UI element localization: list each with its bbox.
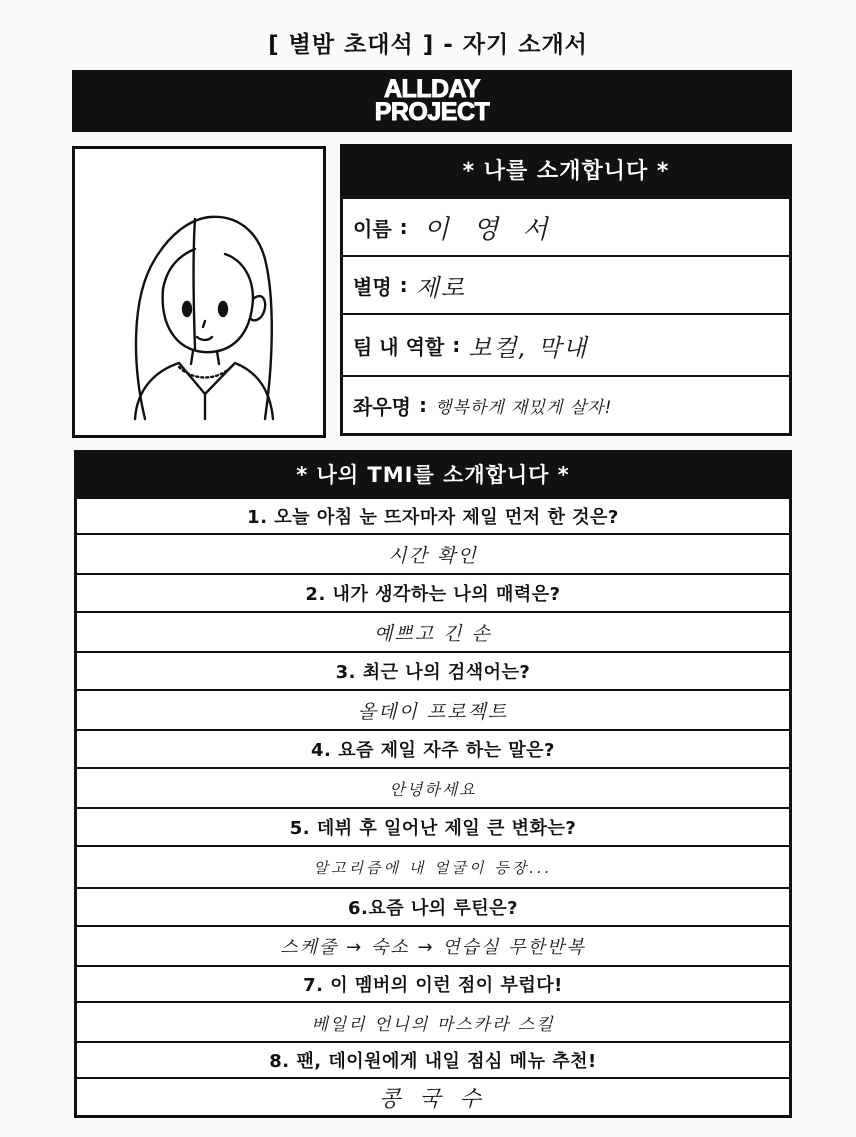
field-value-role: 보컬, 막내: [468, 333, 589, 362]
portrait-frame: [72, 146, 326, 438]
tmi-answer-6: 스케줄 → 숙소 → 연습실 무한반복: [77, 925, 789, 965]
tmi-question-3: 3. 최근 나의 검색어는?: [77, 651, 789, 689]
tmi-question-2: 2. 내가 생각하는 나의 매력은?: [77, 573, 789, 611]
tmi-answer-3: 올데이 프로젝트: [77, 689, 789, 729]
profile-row-motto: 좌우명 : 행복하게 재밌게 살자!: [343, 375, 789, 433]
profile-row-nickname: 별명 : 제로: [343, 255, 789, 313]
portrait-drawing-icon: [75, 149, 323, 435]
field-value-name: 이 영 서: [423, 214, 556, 245]
tmi-question-5: 5. 데뷔 후 일어난 제일 큰 변화는?: [77, 807, 789, 845]
profile-row-role: 팀 내 역할 : 보컬, 막내: [343, 313, 789, 375]
tmi-header: * 나의 TMI를 소개합니다 *: [77, 453, 789, 497]
field-label: 팀 내 역할: [353, 334, 445, 359]
brand-logo-line-1: ALLDAY: [383, 75, 481, 103]
brand-banner: [72, 70, 792, 132]
tmi-answer-8: 콩 국 수: [77, 1077, 789, 1115]
tmi-question-4: 4. 요즘 제일 자주 하는 말은?: [77, 729, 789, 767]
field-value-motto: 행복하게 재밌게 살자!: [434, 397, 613, 418]
tmi-card: [74, 450, 792, 1118]
brand-logo-line-2: PROJECT: [374, 98, 490, 126]
field-value-nickname: 제로: [415, 273, 467, 302]
tmi-answer-5: 알고리즘에 내 얼굴이 등장...: [77, 845, 789, 887]
tmi-question-6: 6.요즘 나의 루틴은?: [77, 887, 789, 925]
tmi-answer-7: 베일리 언니의 마스카라 스킬: [77, 1001, 789, 1041]
profile-card: [340, 144, 792, 436]
tmi-answer-4: 안녕하세요: [77, 767, 789, 807]
tmi-question-7: 7. 이 멤버의 이런 점이 부럽다!: [77, 965, 789, 1001]
field-label: 이름: [353, 216, 392, 241]
tmi-answer-1: 시간 확인: [77, 533, 789, 573]
field-label: 좌우명: [353, 394, 411, 419]
profile-row-name: 이름 : 이 영 서: [343, 197, 789, 255]
page-title: [ 별밤 초대석 ] - 자기 소개서: [268, 32, 588, 58]
tmi-answer-2: 예쁘고 긴 손: [77, 611, 789, 651]
field-label: 별명: [353, 274, 392, 299]
tmi-question-8: 8. 팬, 데이원에게 내일 점심 메뉴 추천!: [77, 1041, 789, 1077]
profile-header: * 나를 소개합니다 *: [343, 147, 789, 197]
tmi-question-1: 1. 오늘 아침 눈 뜨자마자 제일 먼저 한 것은?: [77, 497, 789, 533]
